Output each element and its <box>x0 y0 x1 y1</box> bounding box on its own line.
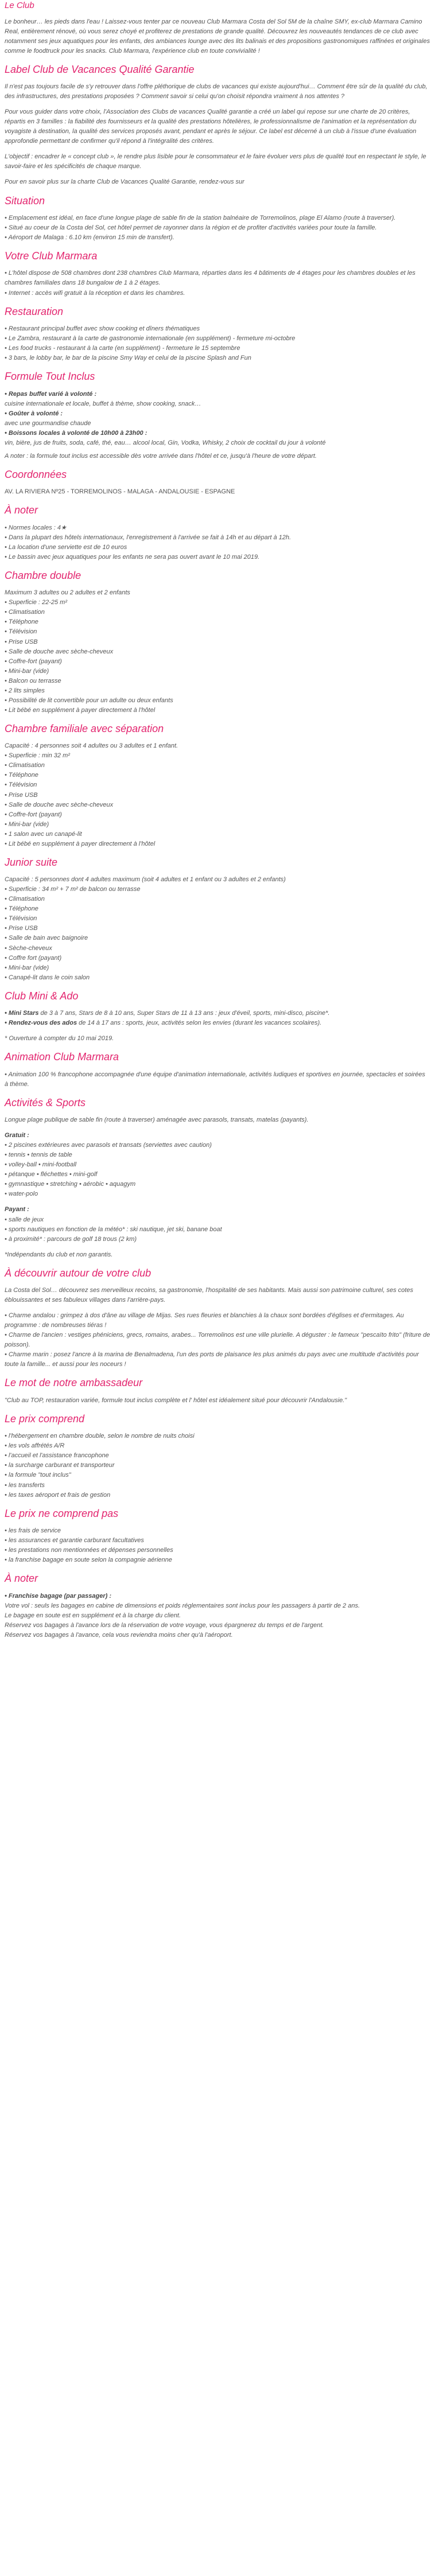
list-item: • Aéroport de Malaga : 6.10 km (environ 15 min de transfert). <box>5 234 174 241</box>
section-ambassadeur <box>5 1376 430 1405</box>
list-item: • Mini-bar (vide) <box>5 820 49 828</box>
list-item: • Mini Stars de 3 à 7 ans, Stars de 8 à 10 ans, Super Stars de 11 à 13 ans : jeux d'éveil, sports, mini-disco, piscine*. <box>5 1010 330 1017</box>
club-mini-note: * Ouverture à compter du 10 mai 2019. <box>5 1035 114 1042</box>
situation-list <box>5 213 430 243</box>
list-item: • Les food trucks - restaurant à la carte (en supplément) - fermeture le 15 septembre <box>5 345 240 352</box>
list-item: • Téléphone <box>5 618 38 626</box>
list-item: • Charme andalou : grimpez à dos d'âne au village de Mijas. Ses rues fleuries et blanchies à la chaux sont bordées d'églises et d'ermitages. Au programme : de nombreuses tiéras ! <box>5 1312 404 1329</box>
list-item: • volley-ball • mini-football <box>5 1161 77 1169</box>
label-paragraph: Il n'est pas toujours facile de s'y retrouver dans l'offre pléthorique de clubs de vacances qui existe aujourd'hui… Comment être sûr de la qualité du club, des infrastructures, des prestations proposées ? Comment savoir si celui qu'on choisit répondra vraiment à nos attentes ? <box>5 83 428 100</box>
list-item: • Possibilité de lit convertible pour un adulte ou deux enfants <box>5 696 173 704</box>
list-item: • La location d'une serviette est de 10 euros <box>5 543 127 551</box>
list-item: • Superficie : 22-25 m² <box>5 599 68 606</box>
list-item: • salle de jeux <box>5 1216 44 1223</box>
list-item: • Charme marin : posez l'ancre à la marina de Benalmadena, l'un des ports de plaisance les plus animés du pays avec une multitude d'activités pour toute la famille... et aussi pour les noceurs ! <box>5 1351 419 1368</box>
section-title: Coordonnées <box>5 468 67 480</box>
list-item: • Climatisation <box>5 896 45 903</box>
label-paragraph: Pour en savoir plus sur la charte Club de Vacances Qualité Garantie, rendez-vous sur <box>5 178 244 186</box>
section-a-noter-bagage <box>5 1572 430 1640</box>
bagage-label: • Franchise bagage (par passager) : <box>5 1592 112 1600</box>
chambre-double-list <box>5 598 430 715</box>
list-item: • l'hébergement en chambre double, selon le nombre de nuits choisi <box>5 1433 195 1440</box>
section-junior-suite <box>5 856 430 983</box>
list-item: • Charme de l'ancien : vestiges phéniciens, grecs, romains, arabes... Torremolinos est une ville plurielle. A déguster : le fameux "pescaïto frito" (friture de poisson). <box>5 1332 430 1349</box>
list-item: • les vols affrétés A/R <box>5 1442 65 1450</box>
section-title: À noter <box>5 504 38 516</box>
decouvrir-intro: La Costa del Sol… découvrez ses merveilleux recoins, sa gastronomie, l'hospitalité de ses habitants. Mais aussi son patrimoine culturel, ses cotes éblouissantes et ses fabuleux villages dans l'arrière-pays. <box>5 1287 413 1304</box>
list-item: • Coffre fort (payant) <box>5 954 62 962</box>
list-item: • 3 bars, le lobby bar, le bar de la piscine Smy Way et celui de la piscine Splash and Fun <box>5 355 251 362</box>
list-item: • sports nautiques en fonction de la météo* : ski nautique, jet ski, banane boat <box>5 1225 222 1233</box>
list-item: • Lit bébé en supplément à payer directement à l'hôtel <box>5 706 156 714</box>
junior-suite-capacity: Capacité : 5 personnes dont 4 adultes maximum (soit 4 adultes et 1 enfant ou 3 adultes et 2 enfants) <box>5 876 286 884</box>
bagage-body <box>5 1591 430 1640</box>
section-title: Votre Club Marmara <box>5 250 98 262</box>
section-a-noter <box>5 504 430 562</box>
section-title: Le mot de notre ambassadeur <box>5 1377 143 1389</box>
list-item: • Mini-bar (vide) <box>5 964 49 971</box>
bagage-line: Réservez vos bagages à l'avance, cela vous reviendra moins cher qu'à l'aéroport. <box>5 1631 233 1639</box>
list-item: • gymnastique • stretching • aérobic • aquagym <box>5 1181 136 1188</box>
list-item: • 2 lits simples <box>5 687 45 694</box>
section-label <box>5 63 430 188</box>
section-title: Le Club <box>5 1 34 10</box>
list-item: • Balcon ou terrasse <box>5 677 61 684</box>
list-item: • Télévision <box>5 781 37 789</box>
list-item: • les frais de service <box>5 1527 61 1535</box>
list-item: • Salle de douche avec sèche-cheveux <box>5 801 114 808</box>
list-item: • Normes locales : 4★ <box>5 524 67 531</box>
list-item: • Télévision <box>5 628 37 636</box>
list-item: • Salle de douche avec sèche-cheveux <box>5 648 114 655</box>
list-item: • la franchise bagage en soute selon la compagnie aérienne <box>5 1557 172 1564</box>
section-chambre-double <box>5 569 430 715</box>
formule-repas-label: • Repas buffet varié à volonté : <box>5 390 97 398</box>
formule-body <box>5 390 430 461</box>
list-item: • Dans la plupart des hôtels internationaux, l'enregistrement à l'arrivée se fait à 14h et au départ à 12h. <box>5 534 292 541</box>
section-title: Club Mini & Ado <box>5 990 79 1002</box>
list-item: • Téléphone <box>5 772 38 779</box>
list-item: • Sèche-cheveux <box>5 944 52 952</box>
list-item: • Prise USB <box>5 638 38 645</box>
bagage-line: Votre vol : seuls les bagages en cabine de dimensions et poids réglementaires sont inclus pour les passagers à partir de 2 ans. <box>5 1602 360 1609</box>
list-item: • Situé au coeur de la Costa del Sol, cet hôtel permet de rayonner dans la région et de profiter d'activités variées pour toute la famille. <box>5 224 377 231</box>
section-title: Restauration <box>5 305 64 317</box>
section-formule <box>5 370 430 461</box>
section-title: Le prix ne comprend pas <box>5 1507 119 1519</box>
list-item: • Coffre-fort (payant) <box>5 657 62 665</box>
list-item: • l'accueil et l'assistance francophone <box>5 1452 109 1460</box>
section-coordonnees <box>5 468 430 497</box>
list-item: • Emplacement est idéal, en face d'une longue plage de sable fin de la station balnéaire de Torremolinos, plage El Alamo (route à traverser). <box>5 214 396 221</box>
formule-gouter-text: avec une gourmandise chaude <box>5 419 91 427</box>
ambassadeur-quote: "Club au TOP, restauration variée, formule tout inclus complète et l' hôtel est idéalement situé pour découvrir l'Andalousie." <box>5 1396 347 1404</box>
list-item: • à proximité* : parcours de golf 18 trous (2 km) <box>5 1235 137 1243</box>
activites-gratuit-list <box>5 1141 430 1199</box>
section-activites <box>5 1096 430 1260</box>
section-title: Situation <box>5 194 45 207</box>
formule-boissons-label: • Boissons locales à volonté de 10h00 à 23h00 : <box>5 429 147 437</box>
list-item: • Climatisation <box>5 762 45 769</box>
section-title: Le prix comprend <box>5 1412 85 1425</box>
section-title: Activités & Sports <box>5 1096 86 1108</box>
bagage-line: Le bagage en soute est en supplément et à la charge du client. <box>5 1612 181 1619</box>
a-noter-list <box>5 523 430 562</box>
list-item: • Rendez-vous des ados de 14 à 17 ans : sports, jeux, activités selon les envies (durant les vacances scolaires). <box>5 1019 322 1027</box>
label-paragraph: L'objectif : encadrer le « concept club », le rendre plus lisible pour le consommateur et le faire évoluer vers plus de qualité tout en respectant le style, le savoir-faire et les spécificités de chaque marque. <box>5 153 426 170</box>
activites-gratuit-label: Gratuit : <box>5 1132 29 1139</box>
section-prix-comprend <box>5 1412 430 1500</box>
section-decouvrir <box>5 1267 430 1370</box>
list-item: • Le bassin avec jeux aquatiques pour les enfants ne sera pas ouvert avant le 10 mai 2019. <box>5 553 260 561</box>
chambre-familiale-capacity: Capacité : 4 personnes soit 4 adultes ou 3 adultes et 1 enfant. <box>5 742 178 750</box>
list-item: • Salle de bain avec baignoire <box>5 935 88 942</box>
prix-comprend-list <box>5 1431 430 1500</box>
list-item: • Internet : accès wifi gratuit à la réception et dans les chambres. <box>5 289 185 297</box>
decouvrir-list <box>5 1311 430 1369</box>
list-item: • Superficie : min 32 m² <box>5 752 70 760</box>
list-item: • 1 salon avec un canapé-lit <box>5 830 82 838</box>
list-item: • Superficie : 34 m² + 7 m² de balcon ou terrasse <box>5 886 141 893</box>
list-item: • Coffre-fort (payant) <box>5 811 62 818</box>
activites-payant-list <box>5 1215 430 1244</box>
section-title: À noter <box>5 1573 38 1585</box>
section-title: Chambre familiale avec séparation <box>5 722 164 734</box>
chambre-double-capacity: Maximum 3 adultes ou 2 adultes et 2 enfants <box>5 589 130 597</box>
list-item: • les prestations non mentionnées et dépenses personnelles <box>5 1547 173 1554</box>
restauration-list <box>5 324 430 363</box>
formule-repas-text: cuisine internationale et locale, buffet à thème, show cooking, snack… <box>5 400 201 407</box>
section-prix-ne-comprend <box>5 1507 430 1566</box>
bagage-line: Réservez vos bagages à l'avance lors de la réservation de votre voyage, vous épargnerez du temps et de l'argent. <box>5 1621 324 1629</box>
activites-note: *Indépendants du club et non garantis. <box>5 1251 113 1258</box>
label-paragraph: Pour vous guider dans votre choix, l'Association des Clubs de vacances Qualité garantie a créé un label qui repose sur une charte de 20 critères, répartis en 3 familles : la fiabilité des fournisseurs et la qualité des prestations hôtelières, le professionnalisme de l'animation et la représentation du voyagiste à destination, la qualité des services proposés avant, pendant et après le séjour. Ce label est décerné à un club à l'issue d'une évaluation approfondie permettant de confirmer qu'il répond à l'intégralité des critères. <box>5 108 417 145</box>
list-item: • la formule "tout inclus" <box>5 1472 71 1479</box>
list-item: • Climatisation <box>5 609 45 616</box>
list-item: • L'hôtel dispose de 508 chambres dont 238 chambres Club Marmara, réparties dans les 4 bâtiments de 4 étages pour les chambres doubles et les chambres familiales dans 18 bungalow de 1 à 2 étages. <box>5 270 415 287</box>
section-animation <box>5 1050 430 1089</box>
list-item: • Prise USB <box>5 925 38 932</box>
section-club-mini <box>5 990 430 1044</box>
section-restauration <box>5 305 430 364</box>
chambre-familiale-list <box>5 751 430 849</box>
list-item: • Lit bébé en supplément à payer directement à l'hôtel <box>5 840 156 847</box>
list-item: • Prise USB <box>5 791 38 799</box>
animation-item: • Animation 100 % francophone accompagnée d'une équipe d'animation internationale, activités ludiques et sportives en journée, spectacles et soirées à thème. <box>5 1071 425 1088</box>
list-item: • les taxes aéroport et frais de gestion <box>5 1491 111 1499</box>
section-title: À découvrir autour de votre club <box>5 1267 152 1279</box>
activites-intro: Longue plage publique de sable fin (route à traverser) aménagée avec parasols, transats, matelas (payants). <box>5 1116 309 1124</box>
list-item: • 2 piscines extérieures avec parasols et transats (serviettes avec caution) <box>5 1142 212 1149</box>
formule-boissons-text: vin, bière, jus de fruits, soda, café, thé, eau… alcool local, Gin, Vodka, Whisky, 2 choix de cocktail du jour à volonté <box>5 439 326 446</box>
prix-ne-comprend-list <box>5 1526 430 1565</box>
list-item: • Téléphone <box>5 905 38 913</box>
section-chambre-familiale <box>5 722 430 849</box>
formule-note: A noter : la formule tout inclus est accessible dès votre arrivée dans l'hôtel et ce, jusqu'à l'heure de votre départ. <box>5 452 317 460</box>
list-item: • Le Zambra, restaurant à la carte de gastronomie internationale (en supplément) - fermeture mi-octobre <box>5 335 296 342</box>
section-title: Label Club de Vacances Qualité Garantie <box>5 63 195 75</box>
junior-suite-list <box>5 885 430 982</box>
list-item: • les transferts <box>5 1481 45 1489</box>
list-item: • la surcharge carburant et transporteur <box>5 1462 115 1469</box>
list-item: • les assurances et garantie carburant facultatives <box>5 1537 144 1544</box>
club-mini-list <box>5 1009 430 1028</box>
list-item: • pétanque • fléchettes • mini-golf <box>5 1171 98 1178</box>
list-item: • Restaurant principal buffet avec show cooking et dîners thématiques <box>5 325 200 332</box>
list-item: • tennis • tennis de table <box>5 1151 72 1159</box>
list-item: • Canapé-lit dans le coin salon <box>5 974 90 981</box>
formule-gouter-label: • Goûter à volonté : <box>5 410 63 417</box>
votre-club-list <box>5 269 430 298</box>
section-club <box>5 0 430 56</box>
activites-payant-label: Payant : <box>5 1206 29 1213</box>
list-item: • Télévision <box>5 915 37 923</box>
section-votre-club <box>5 250 430 298</box>
club-intro: Le bonheur… les pieds dans l'eau ! Laissez-vous tenter par ce nouveau Club Marmara Costa del Sol 5M de la chaîne SMY, ex-club Marmara Camino Real, entièrement rénové, où vous serez choyé et profiterez de prestations de grande qualité. Découvrez les nouveautés tendances de ce club avec notamment ses jeux aquatiques pour les enfants, des ambiances lounge avec des lits balinais et des propositions gastronomiques raffinées et originales comme le foodtruck pour les snacks. Club Marmara, l'expérience club en toute convivialité ! <box>5 18 430 55</box>
list-item: • Mini-bar (vide) <box>5 667 49 675</box>
section-title: Junior suite <box>5 856 58 868</box>
section-title: Formule Tout Inclus <box>5 371 95 383</box>
section-title: Animation Club Marmara <box>5 1051 119 1063</box>
list-item: • water-polo <box>5 1190 38 1198</box>
address: AV. LA RIVIERA Nº25 - TORREMOLINOS - MALAGA - ANDALOUSIE - ESPAGNE <box>5 488 235 496</box>
section-situation <box>5 194 430 243</box>
section-title: Chambre double <box>5 569 81 581</box>
